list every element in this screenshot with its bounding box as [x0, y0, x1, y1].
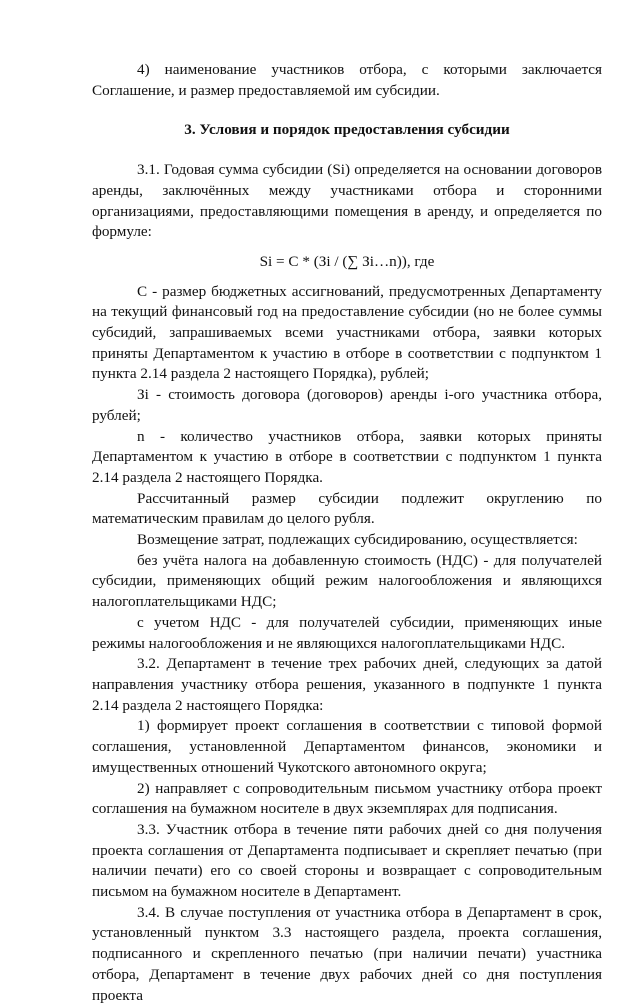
with-vat-case: с учетом НДС - для получателей субсидии, применяющих иные режимы налогообложения и не являющихся налогоплательщиками НДС.: [92, 613, 602, 652]
clause-3-2-item-2: 2) направляет с сопроводительным письмом участнику отбора проект соглашения на бумажном носителе в двух экземплярах для подписания.: [92, 779, 602, 818]
definition-c: С - размер бюджетных ассигнований, предусмотренных Департаменту на текущий финансовый год на предоставление субсидии (но не более суммы субсидий, запрашиваемых всеми участниками отбора, заявки которых приняты Департаментом к участию в отборе в соответствии с подпунктом 1 пункта 2.14 раздела 2 настоящего Порядка), рублей;: [92, 282, 602, 383]
section-3-heading: 3. Условия и порядок предоставления субсидии: [184, 121, 510, 139]
clause-3-3: 3.3. Участник отбора в течение пяти рабочих дней со дня получения проекта соглашения от Департамента подписывает и скрепляет печатью (при наличии печати) его со своей стороны и возвращает с сопроводительным письмом на бумажном носителе в Департамент.: [92, 820, 602, 901]
without-vat-case: без учёта налога на добавленную стоимость (НДС) - для получателей субсидии, применяющих общий режим налогообложения и являющихся налогоплательщиками НДС;: [92, 551, 602, 611]
definition-zi: Зi - стоимость договора (договоров) аренды i-ого участника отбора, рублей;: [92, 386, 602, 424]
subsidy-formula: Si = С * (Зi / (∑ Зi…n)), где: [259, 252, 435, 270]
clause-3-2-item-1: 1) формирует проект соглашения в соответствии с типовой формой соглашения, установленной Департаментом финансов, экономики и имущественных отношений Чукотского автономного округа;: [92, 717, 602, 776]
clause-3-1: 3.1. Годовая сумма субсидии (Si) определяется на основании договоров аренды, заключённых между участниками отбора и сторонними организациями, предоставляющими помещения в аренду, и определяется по формуле:: [92, 161, 602, 241]
rounding-rule: Рассчитанный размер субсидии подлежит округлению по математическим правилам до целого рубля.: [92, 489, 602, 528]
definition-n: n - количество участников отбора, заявки которых приняты Департаментом к участию в отборе в соответствии с подпунктом 1 пункта 2.14 раздела 2 настоящего Порядка.: [92, 427, 602, 486]
clause-3-2: 3.2. Департамент в течение трех рабочих дней, следующих за датой направления участнику отбора решения, указанного в подпункте 1 пункта 2.14 раздела 2 настоящего Порядка:: [92, 655, 602, 714]
reimbursement-intro: Возмещение затрат, подлежащих субсидированию, осуществляется:: [137, 531, 578, 549]
item-4-paragraph: 4) наименование участников отбора, с которыми заключается Соглашение, и размер предоставляемой им субсидии.: [92, 61, 602, 99]
clause-3-4: 3.4. В случае поступления от участника отбора в Департамент в срок, установленный пунктом 3.3 настоящего раздела, проекта соглашения, подписанного и скрепленного печатью (при наличии печати) участника отбора, Департамент в течение двух рабочих дней со дня поступления проекта: [92, 903, 602, 1004]
